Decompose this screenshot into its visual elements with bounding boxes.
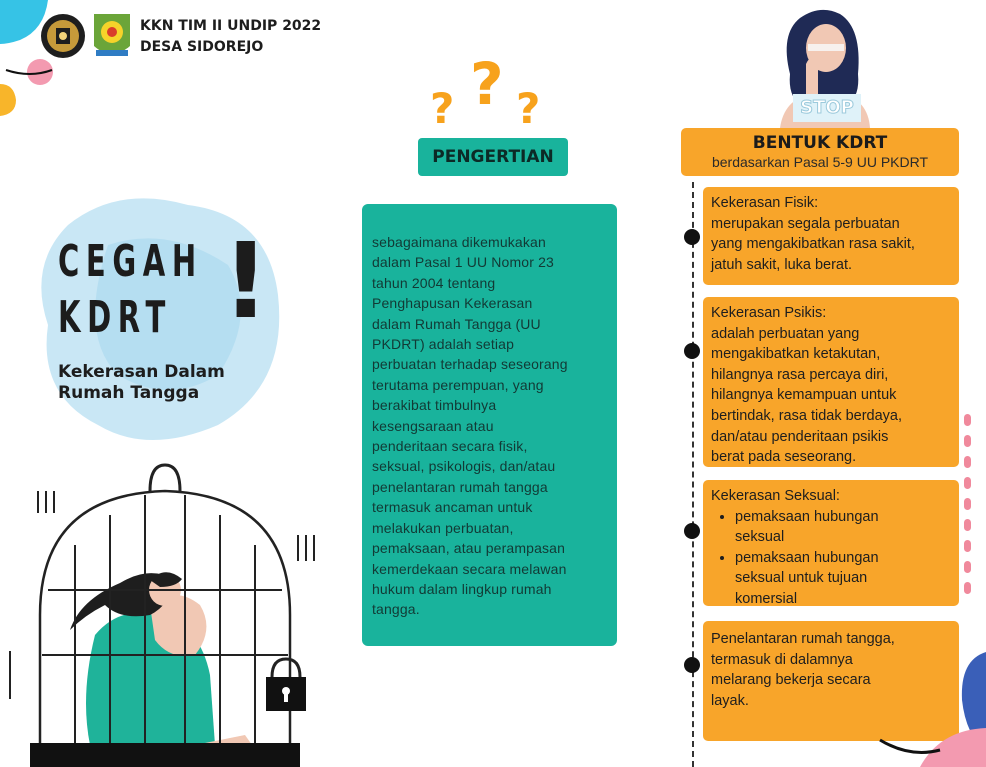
definition-line: dalam Rumah Tangga (UU	[372, 315, 541, 332]
bullet-line: • pemaksaan hubungan	[735, 549, 879, 566]
bullet-line: seksual	[735, 529, 785, 546]
header-line-1: KKN TIM II UNDIP 2022	[140, 18, 322, 34]
bullet-line: seksual untuk tujuan	[735, 570, 868, 587]
card-line: layak.	[711, 692, 749, 709]
bentuk-kdrt-title: BENTUK KDRT	[752, 133, 888, 153]
card-title: Kekerasan Seksual:	[711, 488, 840, 504]
sidorejo-emblem-icon	[90, 10, 134, 64]
definition-line: dalam Pasal 1 UU Nomor 23	[372, 254, 554, 271]
card-line: yang mengakibatkan rasa sakit,	[711, 236, 915, 253]
title-cegah: CEGAH	[58, 236, 203, 287]
card-line: bertindak, rasa tidak berdaya,	[711, 407, 903, 424]
definition-line: kesengsaraan atau	[372, 417, 494, 434]
card-line: merupakan segala perbuatan	[711, 215, 900, 232]
list-item	[735, 507, 949, 548]
stop-sign	[793, 94, 861, 122]
definition-line: hukum dalam lingkup rumah	[372, 580, 552, 597]
question-mark-2: ?	[470, 50, 504, 118]
card-kekerasan-fisik	[703, 187, 959, 285]
definition-line: penderitaan secara fisik,	[372, 438, 528, 455]
subtitle-line-1: Kekerasan Dalam	[58, 362, 225, 382]
definition-line: seksual, psikologis, dan/atau	[372, 458, 556, 475]
definition-line: kemerdekaan secara melawan	[372, 560, 567, 577]
timeline-line	[692, 182, 694, 767]
subtitle-line-2: Rumah Tangga	[58, 383, 200, 403]
undip-seal-icon	[38, 8, 88, 64]
definition-line: penelantaran rumah tangga	[372, 478, 548, 495]
card-line: hilangnya rasa percaya diri,	[711, 366, 889, 383]
seksual-bullet-list	[711, 507, 949, 610]
definition-line: termasuk ancaman untuk	[372, 499, 533, 516]
timeline-dot	[684, 229, 700, 245]
definition-line: PKDRT) adalah setiap	[372, 336, 515, 353]
woman-in-cage-icon	[0, 455, 330, 767]
header-line-2: DESA SIDOREJO	[140, 39, 264, 55]
definition-line: berakibat timbulnya	[372, 397, 497, 414]
card-line: Kekerasan Fisik:	[711, 195, 819, 211]
card-line: hilangnya kemampuan untuk	[711, 387, 897, 404]
stop-sign-label: STOP	[800, 97, 854, 118]
card-line: termasuk di dalamnya	[711, 651, 853, 668]
card-line: melarang bekerja secara	[711, 672, 871, 689]
definition-line: perbuatan terhadap seseorang	[372, 356, 568, 373]
card-line: dan/atau penderitaan psikis	[711, 428, 889, 445]
card-line: adalah perbuatan yang	[711, 325, 860, 342]
list-item	[735, 548, 949, 610]
pink-dash-decoration	[964, 414, 972, 603]
card-line: Penelantaran rumah tangga,	[711, 631, 895, 647]
definition-line: Penghapusan Kekerasan	[372, 295, 533, 312]
card-kekerasan-psikis	[703, 297, 959, 467]
bentuk-kdrt-header	[681, 128, 959, 176]
pengertian-label: PENGERTIAN	[418, 138, 568, 176]
bentuk-kdrt-subtitle: berdasarkan Pasal 5-9 UU PKDRT	[711, 154, 929, 170]
definition-line: melakukan perbuatan,	[372, 519, 514, 536]
card-line: mengakibatkan ketakutan,	[711, 346, 881, 363]
question-mark-1: ?	[430, 84, 455, 133]
definition-line: tangga.	[372, 601, 420, 618]
card-line: berat pada seseorang.	[711, 449, 857, 466]
title-kdrt: KDRT	[58, 292, 172, 343]
timeline-dot	[684, 343, 700, 359]
card-kekerasan-seksual	[703, 480, 959, 606]
bullet-line: • pemaksaan hubungan	[735, 508, 879, 525]
corner-figure-decoration	[870, 640, 986, 767]
timeline-dot	[684, 523, 700, 539]
subtitle	[58, 362, 225, 404]
card-line: jatuh sakit, luka berat.	[711, 256, 853, 273]
definition-line: pemaksaan, atau perampasan	[372, 540, 566, 557]
header-title	[140, 16, 321, 58]
bullet-line: komersial	[735, 590, 798, 607]
definition-box	[362, 204, 617, 646]
question-mark-3: ?	[516, 84, 541, 133]
definition-line: terutama perempuan, yang	[372, 376, 544, 393]
card-line: Kekerasan Psikis:	[711, 305, 827, 321]
exclamation-mark: !	[222, 220, 270, 342]
timeline-dot	[684, 657, 700, 673]
definition-line: sebagaimana dikemukakan	[372, 234, 546, 250]
definition-line: tahun 2004 tentang	[372, 274, 496, 291]
